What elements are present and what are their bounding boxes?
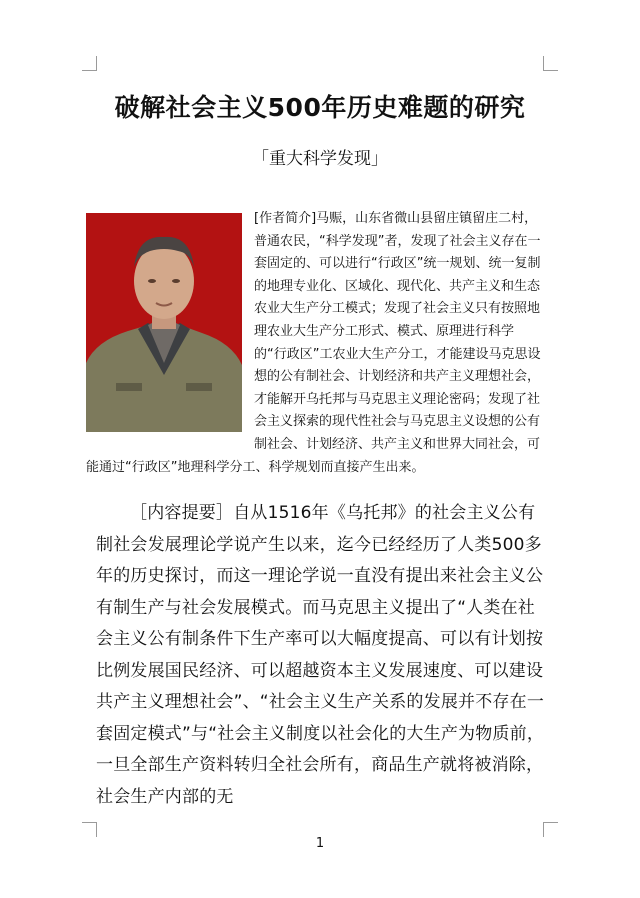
author-bio-text: [作者简介]马赈，山东省微山县留庄镇留庄二村，普通农民，“科学发现”者，发现了社会主义存在一套固定的、可以进行“行政区”统一规划、统一复制的地理专业化、区域化、现代化、共产主义和生态农业大生产分工模式；发现了社会主义只有按照地理农业大生产分工形式、模式、原理进行科学的“行政区”工农业大生产分工，才能建设马克思设想的公有制社会、计划经济和共产主义理想社会，才能解开乌托邦与马克思主义理论密码；发现了社会主义探索的现代性社会与马克思主义设想的公有制社会、计划经济、共产主义和世界大同社会，可能通过“行政区”地理科学分工、科学规划而直接产生出来。 (86, 211, 541, 475)
crop-mark-bottom-left (82, 822, 97, 837)
page-number: 1 (315, 836, 325, 851)
photo-spacer (86, 208, 254, 434)
crop-mark-bottom-right (543, 822, 558, 837)
author-bio (86, 208, 544, 479)
document-subtitle: 「重大科学发现」 (252, 149, 388, 169)
crop-mark-top-right (543, 56, 558, 71)
document-title: 破解社会主义500年历史难题的研究 (114, 93, 526, 122)
crop-mark-top-left (82, 56, 97, 71)
content-summary: ［内容提要］自从1516年《乌托邦》的社会主义公有制社会发展理论学说产生以来，迄今已经经历了人类500多年的历史探讨，而这一理论学说一直没有提出来社会主义公有制生产与社会发展模式。而马克思主义提出了“人类在社会主义公有制条件下生产率可以大幅度提高、可以有计划按比例发展国民经济、可以超越资本主义发展速度、可以建设共产主义理想社会”、“社会主义生产关系的发展并不存在一套固定模式”与“社会主义制度以社会化的大生产为物质前，一旦全部生产资料转归全社会所有，商品生产就将被消除，社会生产内部的无 (96, 503, 545, 807)
